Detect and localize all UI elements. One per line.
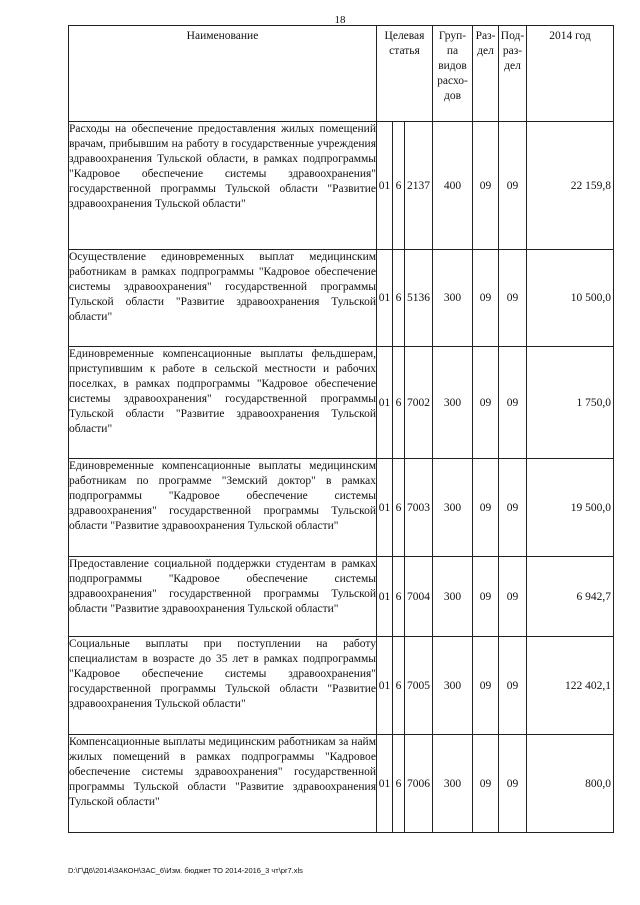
subsection-code: 09 — [499, 557, 527, 637]
expense-group: 300 — [433, 459, 473, 557]
table-row — [69, 637, 614, 735]
section-code: 09 — [473, 122, 499, 250]
expense-group: 300 — [433, 557, 473, 637]
table-row — [69, 250, 614, 347]
expense-group: 300 — [433, 250, 473, 347]
target-code-2: 6 — [393, 122, 405, 250]
subsection-code: 09 — [499, 735, 527, 833]
target-code-1: 01 — [377, 459, 393, 557]
header-row — [69, 26, 614, 122]
target-code-1: 01 — [377, 250, 393, 347]
expense-group: 300 — [433, 637, 473, 735]
row-name: Осуществление единовременных выплат медицинским работникам в рамках подпрограммы "Кадровое обеспечение системы здравоохранения" государственной программы Тульской области "Развитие здравоохранения Тульской области" — [69, 250, 377, 347]
row-name: Единовременные компенсационные выплаты медицинским работникам по программе "Земский доктор" в рамках подпрограммы "Кадровое обеспечение системы здравоохранения" государственной программы Тульской области "Развитие здравоохранения Тульской области" — [69, 459, 377, 557]
header-name: Наименование — [69, 26, 377, 122]
subsection-code: 09 — [499, 122, 527, 250]
section-code: 09 — [473, 347, 499, 459]
header-year: 2014 год — [527, 26, 614, 122]
section-code: 09 — [473, 637, 499, 735]
target-code-3: 2137 — [405, 122, 433, 250]
target-code-1: 01 — [377, 637, 393, 735]
section-code: 09 — [473, 735, 499, 833]
row-name: Компенсационные выплаты медицинским работникам за найм жилых помещений в рамках подпрограммы "Кадровое обеспечение системы здравоохранения" государственной программы Тульской области "Развитие здравоохранения Тульской области" — [69, 735, 377, 833]
amount-2014: 10 500,0 — [527, 250, 614, 347]
header-target: Целевая статья — [377, 26, 433, 122]
table-row — [69, 459, 614, 557]
target-code-2: 6 — [393, 557, 405, 637]
subsection-code: 09 — [499, 459, 527, 557]
target-code-3: 7004 — [405, 557, 433, 637]
target-code-1: 01 — [377, 735, 393, 833]
target-code-2: 6 — [393, 735, 405, 833]
section-code: 09 — [473, 459, 499, 557]
target-code-2: 6 — [393, 459, 405, 557]
subsection-code: 09 — [499, 637, 527, 735]
target-code-3: 7006 — [405, 735, 433, 833]
row-name: Социальные выплаты при поступлении на работу специалистам в возрасте до 35 лет в рамках подпрограммы "Кадровое обеспечение системы здравоохранения" государственной программы Тульской области "Развитие здравоохранения Тульской области" — [69, 637, 377, 735]
header-subsection: Под- раз- дел — [499, 26, 527, 122]
header-section: Раз- дел — [473, 26, 499, 122]
table-row — [69, 557, 614, 637]
table-row — [69, 347, 614, 459]
table-row — [69, 122, 614, 250]
budget-table — [68, 25, 614, 833]
target-code-3: 7002 — [405, 347, 433, 459]
header-group: Груп- па видов расхо- дов — [433, 26, 473, 122]
target-code-3: 7003 — [405, 459, 433, 557]
amount-2014: 1 750,0 — [527, 347, 614, 459]
amount-2014: 19 500,0 — [527, 459, 614, 557]
amount-2014: 122 402,1 — [527, 637, 614, 735]
file-path-footer: D:\Г\Д6\2014\ЗАКОН\ЗАС_6\Изм. бюджет ТО 2014-2016_3 чт\pr7.xls — [68, 866, 303, 875]
target-code-1: 01 — [377, 557, 393, 637]
table-row — [69, 735, 614, 833]
target-code-1: 01 — [377, 347, 393, 459]
expense-group: 300 — [433, 347, 473, 459]
target-code-2: 6 — [393, 250, 405, 347]
subsection-code: 09 — [499, 250, 527, 347]
target-code-2: 6 — [393, 347, 405, 459]
row-name: Предоставление социальной поддержки студентам в рамках подпрограммы "Кадровое обеспечение системы здравоохранения" государственной программы Тульской области "Развитие здравоохранения Тульской области" — [69, 557, 377, 637]
expense-group: 400 — [433, 122, 473, 250]
amount-2014: 800,0 — [527, 735, 614, 833]
page-number: 18 — [334, 14, 346, 26]
row-name: Расходы на обеспечение предоставления жилых помещений врачам, прибывшим на работу в государственные учреждения здравоохранения Тульской области, в рамках подпрограммы "Кадровое обеспечение системы здравоохранения" государственной программы Тульской области "Развитие здравоохранения Тульской области" — [69, 122, 377, 250]
amount-2014: 6 942,7 — [527, 557, 614, 637]
target-code-1: 01 — [377, 122, 393, 250]
target-code-3: 5136 — [405, 250, 433, 347]
amount-2014: 22 159,8 — [527, 122, 614, 250]
row-name: Единовременные компенсационные выплаты фельдшерам, приступившим к работе в сельской местности и рабочих поселках, в рамках подпрограммы "Кадровое обеспечение системы здравоохранения" государственной программы Тульской области "Развитие здравоохранения Тульской области" — [69, 347, 377, 459]
section-code: 09 — [473, 557, 499, 637]
expense-group: 300 — [433, 735, 473, 833]
subsection-code: 09 — [499, 347, 527, 459]
target-code-3: 7005 — [405, 637, 433, 735]
target-code-2: 6 — [393, 637, 405, 735]
section-code: 09 — [473, 250, 499, 347]
